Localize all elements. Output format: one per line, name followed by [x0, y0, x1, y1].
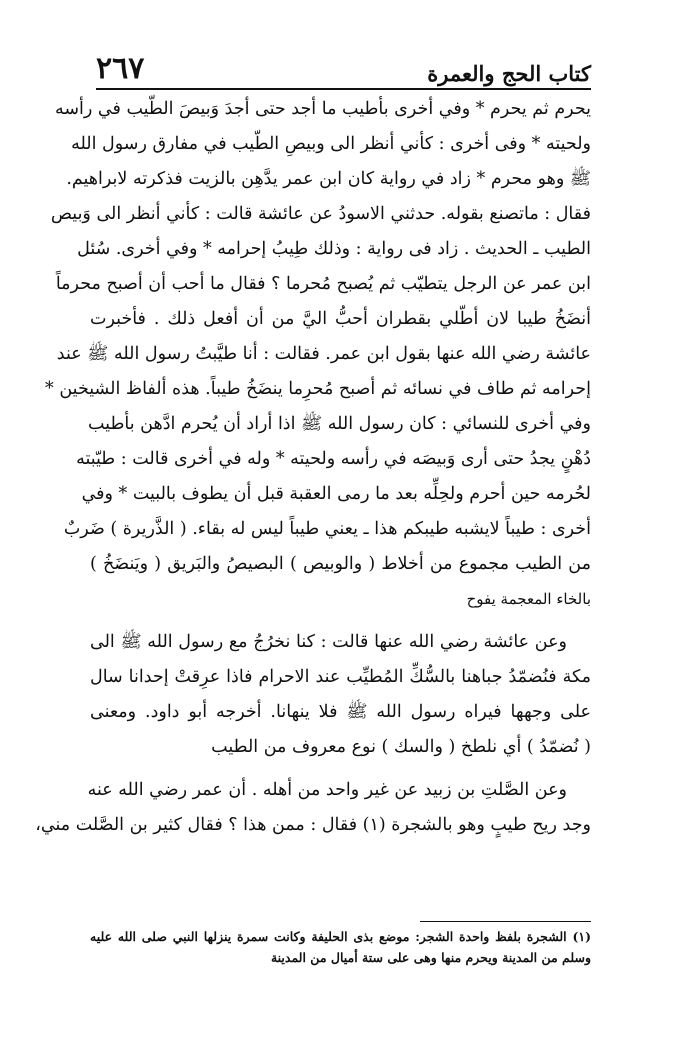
text-line: يحرم ثم يحرم * وفي أخرى بأطيب ما أجد حتى أجدَ وَبيصَ الطّيب في رأسه [55, 99, 591, 119]
footnote-rule [420, 921, 591, 922]
text-line: لحُرمه حين أحرم ولحِلِّه بعد ما رمى العقبة قبل أن يطوف بالبيت * وفي [81, 484, 591, 504]
footnote-line: (١) الشجرة بلفظ واحدة الشجر: موضع بذى الحليفة وكانت سمرة ينزلها النبي صلى الله عليه [90, 929, 591, 944]
text-line: ابن عمر عن الرجل يتطيّب ثم يُصبح مُحرما ؟ فقال ما أحب أن أصبح محرماً [55, 274, 591, 294]
text-line: ﷺ وهو محرم * زاد في رواية كان ابن عمر يدَّهِن بالزيت فذكرته لابراهيم. [66, 169, 591, 189]
footnotes [90, 926, 591, 968]
text-line: فقال : ماتصنع بقوله. حدثني الاسودُ عن عائشة قالت : كأني أنظر الى وَبيص [50, 204, 591, 224]
footnote-line: وسلم من المدينة ويحرم منها وهى على ستة أميال من المدينة [270, 950, 591, 965]
text-line: وفي أخرى للنسائي : كان رسول الله ﷺ اذا أراد أن يُحرم ادَّهن بأطيب [87, 414, 591, 434]
text-line: دُهْنٍ يجدُ حتى أرى وَبيصَه في رأسه ولحيته * وله في أخرى قالت : طيّبته [76, 449, 591, 469]
text-line: الطيب ـ الحديث . زاد فى رواية : وذلك طِيبُ إحرامه * وفي أخرى. سُئل [77, 239, 591, 259]
text-line: على وجهها فيراه رسول الله ﷺ فلا ينهانا. أخرجه أبو داود. ومعنى [90, 702, 591, 722]
main-text [35, 92, 591, 843]
running-title: كتاب الحج والعمرة [427, 61, 591, 86]
text-line: أنضَخُ طيبا لان أطّلي بقطران أحبُّ اليَّ من أن أفعل ذلك . فأخبرت [90, 309, 591, 329]
page-header [96, 40, 591, 84]
page-number: ٢٦٧ [96, 51, 145, 86]
text-line: ( نُضمّدُ ) أي نلطخ ( والسك ) نوع معروف من الطيب [211, 737, 591, 757]
text-line: عائشة رضي الله عنها بقول ابن عمر. فقالت : أنا طيَّبتُ رسول الله ﷺ عند [56, 344, 591, 364]
header-rule [96, 88, 591, 90]
text-line: وعن عائشة رضي الله عنها قالت : كنا نخرُجُ مع رسول الله ﷺ الى [90, 632, 567, 652]
paragraph-gap [90, 765, 591, 773]
text-line: وجد ريح طيبٍ وهو بالشجرة (١) فقال : ممن هذا ؟ فقال كثير بن الصَّلت مني، [35, 815, 591, 835]
text-line: ولحيته * وفى أخرى : كأني أنظر الى وبيصِ الطّيب في مفارق رسول الله [71, 134, 591, 154]
text-line: إحرامه ثم طاف في نسائه ثم أصبح مُحرِما ينضَخُ طيباً. هذه ألفاظ الشيخين * [45, 379, 591, 399]
text-line: أخرى : طيباً لايشبه طيبكم هذا ـ يعني طيباً ليس له بقاء. ( الذَّريرة ) ضَربٌ [63, 519, 591, 539]
text-line: من الطيب مجموع من أخلاط ( والوبيص ) البصيصُ والبَريق ( ويَنضَخُ ) [90, 554, 591, 574]
text-line: بالخاء المعجمة يفوح [466, 590, 591, 608]
text-line: وعن الصَّلتِ بن زبيد عن غير واحد من أهله . أن عمر رضي الله عنه [87, 780, 567, 800]
paragraph-gap [90, 617, 591, 625]
text-line: مكة فنُضمّدُ جباهنا بالسُّكِّ المُطيِّب عند الاحرام فاذا عرِقتْ إحدانا سال [90, 667, 591, 687]
